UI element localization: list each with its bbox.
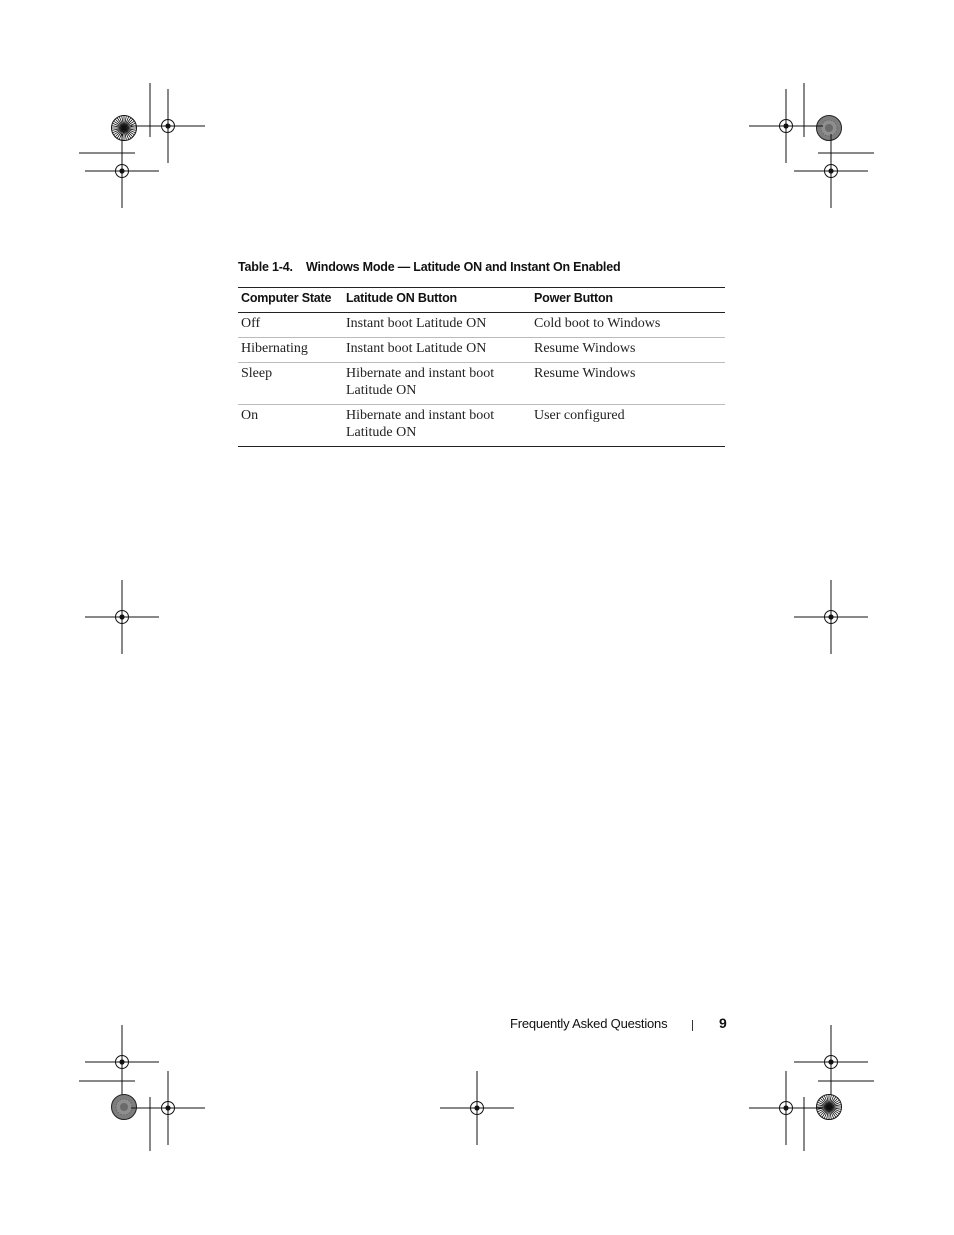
- table-row: [238, 313, 725, 338]
- table-row: [238, 338, 725, 363]
- cell-computer-state: Sleep: [241, 366, 273, 381]
- cell-computer-state: Hibernating: [241, 341, 308, 356]
- cell-power-button: Resume Windows: [534, 341, 636, 356]
- table-header-row: [238, 288, 725, 313]
- cell-latitude-on-button: Instant boot Latitude ON: [346, 316, 487, 331]
- table-caption: [238, 260, 620, 274]
- table-row: [238, 405, 725, 447]
- cell-latitude-on-button: Hibernate and instant boot Latitude ON: [346, 408, 495, 440]
- column-header-latitude-on-button: Latitude ON Button: [346, 291, 457, 305]
- footer-divider: [692, 1020, 693, 1031]
- column-header-computer-state: Computer State: [241, 291, 332, 305]
- table-caption-number: Table 1-4.: [238, 260, 293, 274]
- cell-power-button: Cold boot to Windows: [534, 316, 661, 331]
- page-number: 9: [719, 1015, 727, 1031]
- cell-latitude-on-button: Hibernate and instant boot Latitude ON: [346, 366, 495, 398]
- table-caption-title: Windows Mode — Latitude ON and Instant On Enabled: [306, 260, 621, 274]
- cell-power-button: Resume Windows: [534, 366, 636, 381]
- cell-latitude-on-button: Instant boot Latitude ON: [346, 341, 487, 356]
- table-row: [238, 363, 725, 405]
- footer-section-title: Frequently Asked Questions: [510, 1016, 668, 1031]
- cell-computer-state: Off: [241, 316, 261, 331]
- column-header-power-button: Power Button: [534, 291, 613, 305]
- cell-computer-state: On: [241, 408, 259, 423]
- windows-mode-table: [238, 287, 725, 447]
- cell-power-button: User configured: [534, 408, 625, 423]
